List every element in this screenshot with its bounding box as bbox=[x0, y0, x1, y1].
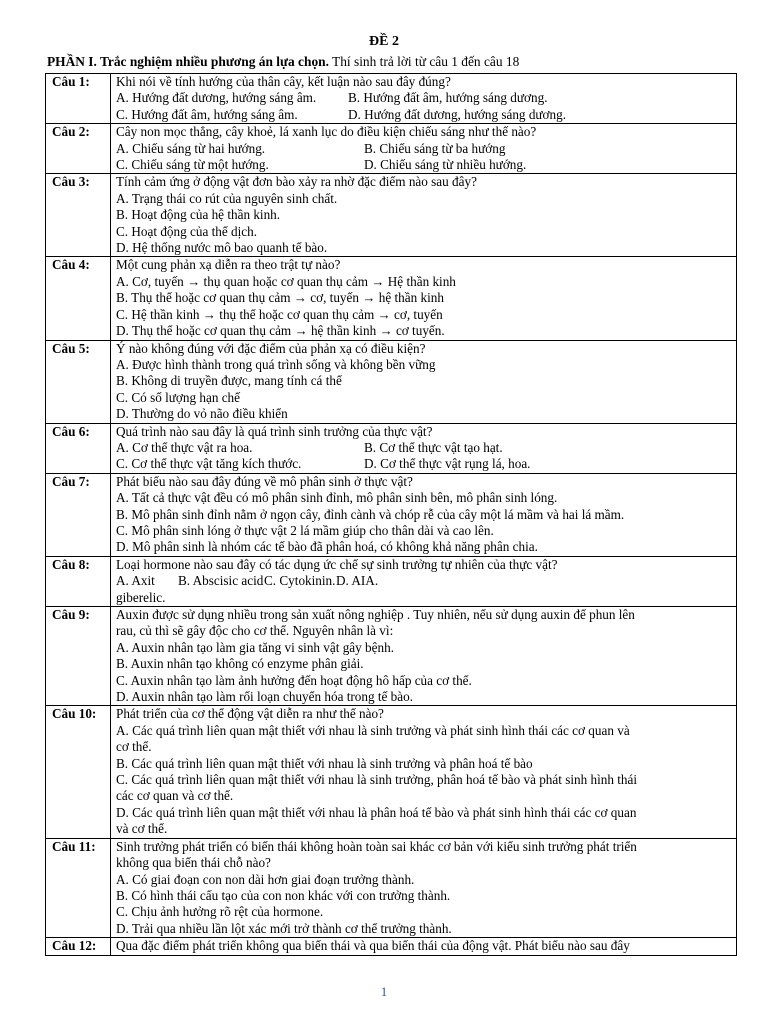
answer-row bbox=[116, 90, 732, 106]
answer-option: D. AIA. bbox=[336, 573, 379, 589]
answer-option: C. Hướng đất âm, hướng sáng âm. bbox=[116, 106, 298, 122]
answer-option: D. Thụ thể hoặc cơ quan thụ cảm → hệ thần kinh → cơ tuyến. bbox=[116, 323, 445, 339]
question-stem: Một cung phản xạ diễn ra theo trật tự nào? bbox=[116, 257, 341, 273]
question-stem: Khi nói về tính hướng của thân cây, kết luận nào sau đây đúng? bbox=[116, 74, 451, 89]
question-content bbox=[111, 607, 737, 706]
answer-row bbox=[116, 456, 732, 472]
answer-option: A. Được hình thành trong quá trình sống và không bền vững bbox=[116, 356, 436, 372]
question-number: Câu 3: bbox=[46, 174, 111, 257]
question-content bbox=[111, 938, 737, 955]
answer-option: C. Cytokinin. bbox=[264, 573, 336, 589]
question-content bbox=[111, 74, 737, 124]
answer-option: các cơ quan và cơ thể. bbox=[116, 788, 234, 804]
question-stem: không qua biến thái chỗ nào? bbox=[116, 855, 271, 871]
answer-option: A. Có giai đoạn con non dài hơn giai đoạn trưởng thành. bbox=[116, 871, 415, 887]
question-content bbox=[111, 257, 737, 340]
part-heading-bold: PHẦN I. Trắc nghiệm nhiều phương án lựa chọn. bbox=[47, 54, 329, 69]
answer-row bbox=[116, 573, 732, 606]
question-number: Câu 8: bbox=[46, 556, 111, 606]
answer-row bbox=[116, 440, 732, 456]
answer-option: B. Auxin nhân tạo không có enzyme phân giải. bbox=[116, 656, 364, 672]
question-stem: Cây non mọc thẳng, cây khoẻ, lá xanh lục do điều kiện chiếu sáng như thế nào? bbox=[116, 124, 537, 140]
question-stem: Auxin được sử dụng nhiều trong sản xuất nông nghiệp . Tuy nhiên, nếu sử dụng auxin để phun lên bbox=[116, 607, 635, 622]
question-content bbox=[111, 838, 737, 937]
answer-option: D. Các quá trình liên quan mật thiết với nhau là phân hoá tế bào và phát sinh hình thái các cơ quan bbox=[116, 804, 637, 820]
answer-option: D. Cơ thể thực vật rụng lá, hoa. bbox=[364, 456, 531, 472]
answer-option: D. Chiếu sáng từ nhiều hướng. bbox=[364, 157, 527, 173]
question-content bbox=[111, 473, 737, 556]
question-stem: Phát biểu nào sau đây đúng về mô phân sinh ở thực vật? bbox=[116, 473, 413, 489]
answer-row bbox=[116, 141, 732, 157]
question-content bbox=[111, 423, 737, 473]
question-content bbox=[111, 174, 737, 257]
answer-option: cơ thể. bbox=[116, 739, 152, 755]
answer-option: D. Hướng đất dương, hướng sáng dương. bbox=[348, 106, 567, 122]
answer-option: D. Thường do vỏ não điều khiển bbox=[116, 406, 288, 422]
question-number: Câu 5: bbox=[46, 340, 111, 423]
question-stem: Sinh trưởng phát triển có biến thái không hoàn toàn sai khác cơ bản với kiểu sinh trưởng phát triển bbox=[116, 838, 637, 854]
question-row bbox=[46, 473, 737, 556]
answer-option: A. Auxin nhân tạo làm gia tăng vi sinh vật gây bệnh. bbox=[116, 639, 394, 655]
answer-option: A. Các quá trình liên quan mật thiết với nhau là sinh trưởng và phát sinh hình thái các cơ quan và bbox=[116, 722, 630, 738]
answer-option: B. Thụ thể hoặc cơ quan thụ cảm → cơ, tuyến → hệ thần kinh bbox=[116, 290, 444, 306]
answer-option: C. Các quá trình liên quan mật thiết với nhau là sinh trưởng, phân hoá tế bào và phát sinh hình thái bbox=[116, 772, 638, 788]
question-number: Câu 2: bbox=[46, 124, 111, 174]
question-row bbox=[46, 938, 737, 955]
answer-option: A. Cơ thể thực vật ra hoa. bbox=[116, 439, 253, 455]
question-content bbox=[111, 706, 737, 838]
answer-option: C. Hoạt động của thể dịch. bbox=[116, 223, 257, 239]
question-number: Câu 6: bbox=[46, 423, 111, 473]
question-row bbox=[46, 706, 737, 838]
answer-option: A. Axit giberelic. bbox=[116, 573, 166, 605]
question-number: Câu 1: bbox=[46, 74, 111, 124]
question-stem: Ý nào không đúng với đặc điểm của phản xạ có điều kiện? bbox=[116, 340, 426, 356]
question-row bbox=[46, 423, 737, 473]
answer-row bbox=[116, 157, 732, 173]
answer-option: C. Cơ thể thực vật tăng kích thước. bbox=[116, 456, 302, 472]
question-row bbox=[46, 607, 737, 706]
question-stem: Tính cảm ứng ở động vật đơn bào xảy ra nhờ đặc điểm nào sau đây? bbox=[116, 174, 477, 190]
question-stem: Qua đặc điểm phát triển không qua biến thái và qua biến thái của động vật. Phát biểu nào sau đây bbox=[116, 938, 630, 954]
answer-option: B. Không di truyền được, mang tính cá thể bbox=[116, 373, 342, 389]
question-stem: Quá trình nào sau đây là quá trình sinh trưởng của thực vật? bbox=[116, 423, 433, 439]
answer-option: B. Hướng đất âm, hướng sáng dương. bbox=[348, 90, 548, 106]
answer-option: B. Có hình thái cấu tạo của con non khác với con trưởng thành. bbox=[116, 887, 451, 903]
answer-option: A. Chiếu sáng từ hai hướng. bbox=[116, 140, 266, 156]
question-row bbox=[46, 838, 737, 937]
exam-title: ĐỀ 2 bbox=[369, 34, 399, 49]
answer-option: và cơ thể. bbox=[116, 821, 168, 837]
question-row bbox=[46, 124, 737, 174]
answer-option: C. Chịu ảnh hưởng rõ rệt của hormone. bbox=[116, 904, 324, 920]
question-row bbox=[46, 340, 737, 423]
answer-option: A. Hướng đất dương, hướng sáng âm. bbox=[116, 90, 317, 106]
question-number: Câu 9: bbox=[46, 607, 111, 706]
answer-option: B. Mô phân sinh đỉnh nằm ở ngọn cây, đỉnh cành và chóp rễ của cây một lá mầm và hai lá mầm. bbox=[116, 506, 625, 522]
question-content bbox=[111, 124, 737, 174]
answer-option: A. Trạng thái co rút của nguyên sinh chất. bbox=[116, 190, 338, 206]
question-stem: Loại hormone nào sau đây có tác dụng ức chế sự sinh trưởng tự nhiên của thực vật? bbox=[116, 556, 558, 572]
part-heading-instruction: Thí sinh trả lời từ câu 1 đến câu 18 bbox=[328, 54, 520, 69]
question-stem: rau, củ thì sẽ gây độc cho cơ thể. Nguyên nhân là vì: bbox=[116, 623, 394, 639]
answer-option: B. Abscisic acid bbox=[178, 573, 264, 589]
answer-option: D. Trải qua nhiều lần lột xác mới trở thành cơ thể trưởng thành. bbox=[116, 920, 452, 936]
answer-option: C. Có số lượng hạn chế bbox=[116, 389, 241, 405]
question-number: Câu 10: bbox=[46, 706, 111, 838]
page-number: 1 bbox=[380, 984, 388, 999]
question-stem: Phát triển của cơ thể động vật diễn ra như thế nào? bbox=[116, 706, 384, 722]
answer-option: D. Mô phân sinh là nhóm các tế bào đã phân hoá, có không khả năng phân chia. bbox=[116, 539, 538, 555]
answer-option: C. Chiếu sáng từ một hướng. bbox=[116, 157, 269, 173]
answer-option: D. Hệ thống nước mô bao quanh tế bào. bbox=[116, 240, 328, 256]
answer-option: B. Các quá trình liên quan mật thiết với nhau là sinh trưởng và phân hoá tế bào bbox=[116, 755, 533, 771]
answer-row bbox=[116, 107, 732, 123]
question-row bbox=[46, 74, 737, 124]
answer-option: C. Mô phân sinh lóng ở thực vật 2 lá mầm giúp cho thân dài và cao lên. bbox=[116, 522, 494, 538]
answer-option: B. Chiếu sáng từ ba hướng bbox=[364, 140, 506, 156]
question-row bbox=[46, 257, 737, 340]
question-row bbox=[46, 556, 737, 606]
answer-option: A. Cơ, tuyến → thụ quan hoặc cơ quan thụ cảm → Hệ thần kinh bbox=[116, 273, 456, 289]
answer-option: D. Auxin nhân tạo làm rối loạn chuyển hóa trong tế bào. bbox=[116, 689, 414, 705]
answer-option: C. Auxin nhân tạo làm ảnh hưởng đến hoạt động hô hấp của cơ thể. bbox=[116, 672, 472, 688]
question-content bbox=[111, 340, 737, 423]
part-heading bbox=[47, 54, 519, 70]
answer-option: B. Cơ thể thực vật tạo hạt. bbox=[364, 439, 503, 455]
answer-option: B. Hoạt động của hệ thần kinh. bbox=[116, 207, 281, 223]
answer-option: C. Hệ thần kinh → thụ thể hoặc cơ quan thụ cảm → cơ, tuyến bbox=[116, 306, 443, 322]
question-number: Câu 11: bbox=[46, 838, 111, 937]
question-content bbox=[111, 556, 737, 606]
answer-option: A. Tất cả thực vật đều có mô phân sinh đỉnh, mô phân sinh bên, mô phân sinh lóng. bbox=[116, 490, 558, 506]
question-number: Câu 7: bbox=[46, 473, 111, 556]
question-table bbox=[45, 73, 737, 956]
question-number: Câu 12: bbox=[46, 938, 111, 955]
question-number: Câu 4: bbox=[46, 257, 111, 340]
question-row bbox=[46, 174, 737, 257]
